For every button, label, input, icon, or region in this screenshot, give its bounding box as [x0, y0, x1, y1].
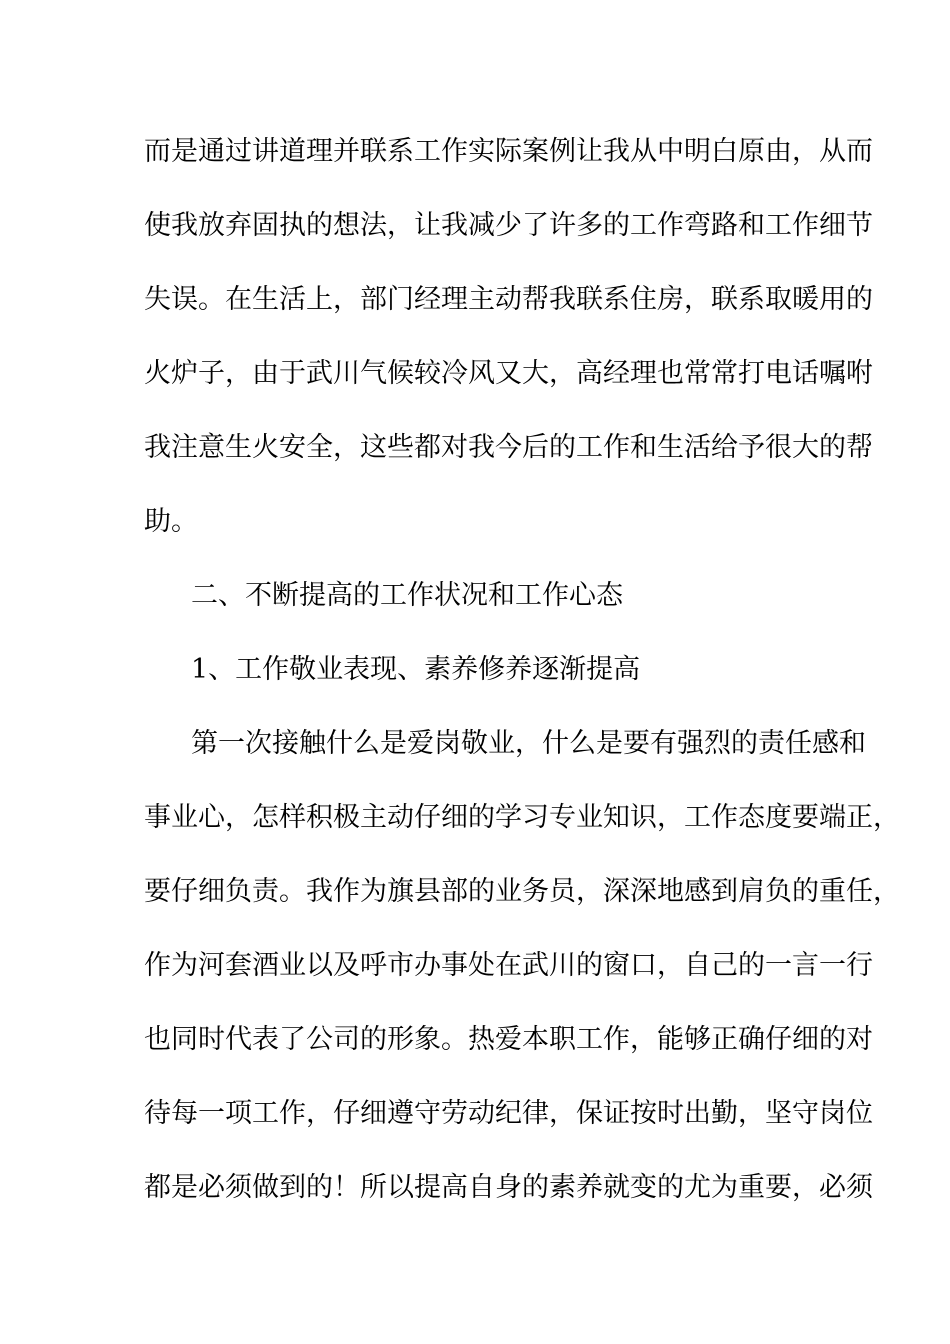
- paragraph-line: 待每一项工作，仔细遵守劳动纪律，保证按时出勤，坚守岗位: [144, 1098, 873, 1129]
- paragraph-line: 要仔细负责。我作为旗县部的业务员，深深地感到肩负的重任，: [144, 876, 900, 907]
- paragraph-line: 而是通过讲道理并联系工作实际案例让我从中明白原由，从而: [144, 136, 873, 167]
- paragraph-line: 作为河套酒业以及呼市办事处在武川的窗口，自己的一言一行: [144, 950, 873, 981]
- paragraph-line: 也同时代表了公司的形象。热爱本职工作，能够正确仔细的对: [144, 1024, 873, 1055]
- paragraph-line: 使我放弃固执的想法，让我减少了许多的工作弯路和工作细节: [144, 210, 873, 241]
- paragraph-line: 失误。在生活上，部门经理主动帮我联系住房，联系取暖用的: [144, 284, 873, 315]
- paragraph-line: 我注意生火安全，这些都对我今后的工作和生活给予很大的帮: [144, 432, 873, 463]
- paragraph-line: 都是必须做到的！所以提高自身的素养就变的尤为重要，必须: [144, 1172, 873, 1203]
- section-heading: 二、不断提高的工作状况和工作心态: [191, 580, 623, 611]
- paragraph-line: 助。: [144, 506, 198, 537]
- paragraph-line: 第一次接触什么是爱岗敬业，什么是要有强烈的责任感和: [191, 728, 866, 759]
- subsection-heading: 1、工作敬业表现、素养修养逐渐提高: [191, 654, 641, 685]
- paragraph-line: 火炉子，由于武川气候较冷风又大，高经理也常常打电话嘱咐: [144, 358, 873, 389]
- paragraph-line: 事业心，怎样积极主动仔细的学习专业知识，工作态度要端正，: [144, 802, 900, 833]
